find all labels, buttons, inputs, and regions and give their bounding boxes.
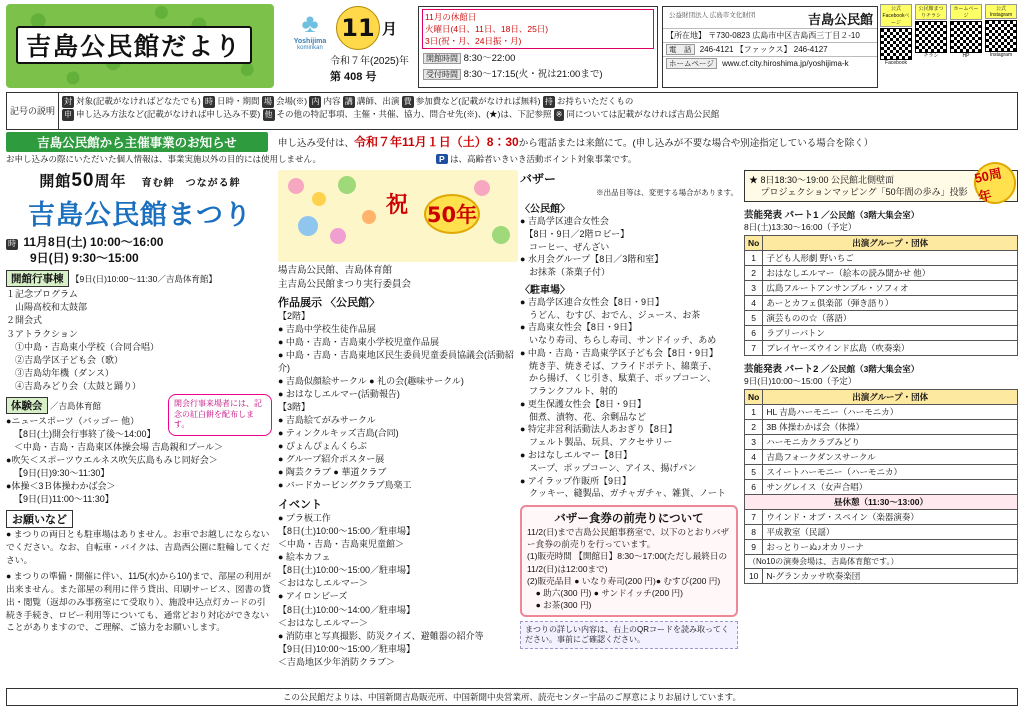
qr-code-icon[interactable] [880,28,912,60]
stage-part1-time: 8日(土)13:30～16:00（予定） [744,222,857,233]
cell-no: 2 [745,266,763,281]
table-row [745,540,1018,555]
table-row [745,420,1018,435]
flower-icon [298,216,318,236]
notice-line-1 [278,133,873,150]
anniversary-slogan: 育む絆 つながる絆 [141,178,241,189]
ticket-presale-line: (1)販売時間 【開館日】8:30～17:00(ただし最終日の11/2(日)は12:00まで) [527,551,728,574]
cell-group: プレイヤーズウインド広島（吹奏楽） [763,341,1018,356]
cell-group: ラブリーバトン [763,326,1018,341]
event-time: 【8日(土)10:00～15:00／駐車場】 [278,526,416,537]
left-column [6,170,274,634]
cell-no: 1 [745,251,763,266]
legend-mark: 時 [205,97,214,106]
address-value: 〒730-0823 広島市中区吉島西三丁目２-10 [708,31,860,40]
legend-text: 申し込み方法など(記載がなければ申し込み不要) [76,109,261,119]
middle-column [278,170,518,669]
opening-program-sub: 【9日(日)10:00～11:30／吉島体育館】 [71,274,217,285]
month-suffix: 月 [382,21,398,38]
exhibition-floor2 [278,310,518,401]
qr-pill-label: ホームページ [950,4,982,20]
legend-text: 同については記載がなければ吉島公民館 [566,109,720,119]
event-time: 【8日(土)10:00～15:00／駐車場】 [278,565,416,576]
cell-no: 1 [745,405,763,420]
list-item: ● グループ紹介ポスター展 [278,454,385,465]
event-sub: ＜吉島地区少年消防クラブ＞ [278,656,396,667]
list-item: ● 吉島絵てがみサークル [278,414,376,425]
footer-note: この公民館だよりは、中国新聞吉島販売所、中国新聞中央営業所、読売センター宇品のご厚意によりお届けしています。 [6,688,1018,706]
table-row-note [745,555,1018,569]
notice-line1-pre: 申し込み受付は、 [278,138,355,149]
cell-no: 6 [745,326,763,341]
list-item: ● アイラップ作販所【9日】 [520,475,631,486]
cell-no: 4 [745,450,763,465]
qr-code-group [880,4,1020,90]
legend-text: 日時・期間 [217,96,260,106]
list-item: 【9日(日)11:00～11:30】 [14,494,114,505]
requests-heading: お願いなど [6,510,73,528]
anniversary-seal: 50周年 [970,158,1020,208]
cell-group: スイートハーモニー（ハーモニカ） [763,465,1018,480]
stage-part1-title: 芸能発表 パート1 [744,210,819,222]
event-time: 【8日(土)10:00～14:00／駐車場】 [278,604,416,615]
flower-icon [330,228,346,244]
legend-mark: 場 [263,97,272,106]
cell-no: 2 [745,420,763,435]
notice-line-2: お申し込みの際にいただいた個人情報は、事業実施以外の目的には使用しません。 [6,154,322,164]
legend-title: 記号の説明 [7,93,59,129]
table-row-break [745,495,1018,510]
flower-icon [362,210,376,224]
legend-mark: 内 [311,97,320,106]
list-item: ● 吉島似顔絵サークル ● 礼の会(趣味サークル) [278,375,464,386]
exhibition-heading: 作品展示 〈公民館〉 [278,296,381,309]
stage-part2-table [744,389,1018,584]
cell-group: おはなしエルマー（絵本の読み聞かせ 他） [763,266,1018,281]
month-badge: 11 [336,6,380,50]
ticket-presale-title: バザー食券の前売りについて [554,513,704,526]
table-row [745,296,1018,311]
anniversary-post: 周年 [94,173,127,190]
legend-mark: ※ [555,110,563,119]
table-row [745,266,1018,281]
list-item: ● 中島・吉島・吉島東学区子ども会【8日・9日】 [520,347,718,358]
legend-mark: 持 [544,97,553,106]
closed-days-title: 11月の休館日 [425,12,477,22]
list-item: ②吉島学区子ども会（歌） [6,354,124,365]
legend-text: その他の特記事項、主催・共催、協力、問合せ先(※)、(★)は、下記参照 [276,109,552,119]
flower-icon [492,226,510,244]
cell-no: 7 [745,341,763,356]
notice-line3-text: は、高齢者いきいき活動ポイント対象事業です。 [450,154,637,164]
event-name: ● プラ板工作 [278,513,331,524]
list-item: うどん、むすび、おでん、ジュース、お茶 [520,309,701,320]
cell-group: ウインド・オブ・スペイン（楽器演奏） [763,510,1018,525]
projection-line-1: ★ 8日18:30～19:00 公民館北側壁面 [749,175,895,185]
legend-text: 講師、出演 [356,96,400,106]
table-header-row [745,236,1018,251]
qr-caption: HP [962,53,970,59]
column-header-no: No [745,236,763,251]
event-name: ● 消防車と写真撮影、防災クイズ、避難器の紹介等 [278,630,484,641]
fax-value: 246-4127 [793,45,828,54]
cell-group: 平成教室（民謡） [763,525,1018,540]
cell-note: （No10の演奏会場は、吉島体育館です。） [745,555,1018,569]
list-item: １記念プログラム [6,289,78,300]
list-item: コーヒー、ぜんざい [520,241,610,252]
cell-no: 3 [745,435,763,450]
ticket-presale-line: ● 助六(300 円) ● サンドイッチ(200 円) [527,588,683,599]
table-row [745,311,1018,326]
list-item: ● 吉島学区連合女性会 [520,216,609,226]
opening-program-list [6,288,274,392]
table-header-row [745,390,1018,405]
legend-text: 内容 [323,96,341,106]
event-item [278,590,518,629]
kominkan-logo [280,10,340,51]
ticket-presale-line: ● お茶(300 円) [527,600,592,611]
floor-label: 【3階】 [278,401,311,412]
fifty-year-badge: 50年 [424,194,480,234]
cell-group: おっとりーぬ♪オカリーナ [763,540,1018,555]
bazaar-column [520,170,738,649]
cell-no: 4 [745,296,763,311]
qr-code-icon[interactable] [915,21,947,53]
header [0,0,1024,92]
table-row [745,405,1018,420]
event-sub: ＜中島・吉島・吉島東児童館＞ [278,539,405,550]
open-hours-value: 8:30～22:00 [463,53,516,64]
projection-line-2: プロジェクションマッピング「50年間の歩み」投影 [749,187,968,198]
cell-break: 昼休憩（11:30～13:00） [745,495,1018,510]
request-item: ● まつりの両日とも駐車場はありません。お車でお越しにならないでください。なお、自転車・バイクは、吉島西公園に駐輪してください。 [6,529,270,565]
event-item [278,551,518,590]
experience-heading: 体験会 [6,397,48,414]
issue-date: 令和７年(2025)年 [330,56,409,67]
qr-pill-label: 公民館まつりチラシ [915,4,947,20]
organizer-line: 主吉島公民館まつり実行委員会 [278,278,412,290]
legend-row-2 [62,108,1014,121]
bazaar-note: ※出品目等は、変更する場合があります。 [596,188,738,197]
legend-mark: 対 [64,97,72,106]
venue-line: 場吉島公民館、吉島体育館 [278,265,393,276]
ticket-presale-box [520,505,738,616]
qr-code-icon[interactable] [950,21,982,53]
reception-hours-row [419,65,657,81]
list-item: から揚げ、くじ引き、駄菓子、ポップコーン、 [520,373,716,384]
list-item: ●体操＜3Ｂ体操わかば会＞ [6,480,116,491]
stage-part1-place: ／公民館（3階大集会室） [821,210,920,221]
legend-body [59,93,1017,129]
list-item: 【9日(日)9:30～11:30】 [14,467,110,478]
bazaar-heading: バザー [520,172,557,186]
phone-value: 246-4121 [699,45,734,54]
cell-group: 吉島フォークダンスサークル [763,450,1018,465]
cell-group: N-グランカッサ吹奏楽団 [763,569,1018,584]
stage-part2-place: ／公民館（3階大集会室） [821,364,920,375]
qr-item[interactable] [915,4,947,90]
list-item: ● 特定非営利活動法人あおぎり【8日】 [520,424,677,435]
exhibition-floor3 [278,401,518,492]
list-item: ③吉島幼年機（ダンス） [6,367,114,378]
list-item: ● ティンクルキッズ吉島(合同) [278,427,399,438]
cell-group: 演芸ものの☆（落語） [763,311,1018,326]
venue-block [278,264,518,292]
table-row [745,341,1018,356]
cell-group: あーとカフェ俱楽部（弾き語り） [763,296,1018,311]
list-item: ● 更生保護女性会【8日・9日】 [520,398,646,409]
list-item: ● おはなしエルマー【8日】 [520,450,632,461]
event-name: ● 絵本カフェ [278,552,331,563]
list-item: クッキー、縫製品、ガチャガチャ、雑貨、ノート [520,488,726,499]
phone-label: 電 話 [666,44,695,55]
open-hours-row [419,49,657,65]
qr-instruction-note: まつりの詳しい内容は、右上のQRコードを読み取ってください。事前にご確認ください。 [520,621,738,650]
event-name: ● アイロンビーズ [278,591,348,602]
url-line [663,56,877,70]
list-item: フェルト製品、玩具、アクセサリー [520,437,673,448]
qr-item[interactable] [880,4,912,90]
list-item: ● 水月会グループ【8日／3階和室】 [520,254,664,265]
table-row [745,450,1018,465]
cell-group: サングレイス（女声合唱） [763,480,1018,495]
callout-bubble: 開会行事来場者には、記念の紅白餅を配布します。 [168,394,272,435]
cell-no: 5 [745,311,763,326]
notice-band [6,132,1018,168]
open-hours-label: 開館時間 [423,53,461,64]
legend-mark: 費 [403,97,412,106]
bazaar-venue-1: 〈公民館〉 [520,204,570,215]
experience-sub: ／吉島体育館 [50,400,102,411]
cell-no: 7 [745,510,763,525]
cell-group: 3B 体操わかば会（体操） [763,420,1018,435]
list-item: ● 吉島中学校生徒作品展 [278,323,376,334]
anniversary-number: 50 [71,170,95,191]
legend-mark: 申 [64,110,72,119]
list-item: スープ、ポップコーン、アイス、揚げパン [520,462,697,473]
qr-code-icon[interactable] [985,20,1017,52]
url-value[interactable]: www.cf.city.hiroshima.jp/yoshijima-k [722,59,849,68]
qr-pill-label: 公式Instagram [985,4,1017,19]
reception-hours-value: 8:30～17:15(火・祝は21:00まで) [463,69,603,80]
opening-program-heading: 開館行事棟 [6,270,69,287]
table-row [745,465,1018,480]
stage-part1-table [744,235,1018,356]
festival-date-2: 9日(日) 9:30～15:00 [6,251,139,266]
organization-subtitle: 公益財団法人 広島市文化財団 [669,12,756,19]
bazaar-venue-2: 〈駐車場〉 [520,284,570,296]
notice-line-3 [436,153,636,165]
event-item [278,512,518,551]
list-item: ● 陶芸クラブ ● 華道クラブ [278,467,387,478]
flower-icon [338,176,356,194]
legend-mark: 他 [264,110,273,119]
right-column [744,165,1018,584]
list-item: 【8日(土)開会行事終了後～14:00】 [14,428,156,439]
closed-days-1: 火曜日(4日、11日、18日、25日) [425,24,549,34]
event-sub: ＜おはなしエルマー＞ [278,578,369,589]
cell-group: 子ども人形劇 野いちご [763,251,1018,266]
fax-label: 【ファックス】 [735,45,792,54]
point-badge: P [436,154,448,164]
event-sub: ＜おはなしエルマー＞ [278,617,369,628]
qr-caption: チラシ [923,53,939,59]
flower-icon [474,180,490,196]
reception-hours-label: 受付時間 [423,69,461,80]
url-label: ホームページ [666,58,717,69]
festival-illustration [278,170,518,262]
address-label: 【所在地】 [666,31,706,40]
opening-hours-box [418,6,658,88]
qr-item[interactable] [985,4,1017,90]
cell-no: 6 [745,480,763,495]
list-item: ● 中島・吉島・吉島東小学校児童作品展 [278,336,439,347]
list-item: いなり寿司、ちらし寿司、サンドイッチ、あめ [520,335,717,346]
list-item: ● 吉島東女性会【8日・9日】 [520,322,637,333]
bazaar-list-1 [520,215,738,279]
closed-days-2: 3日(祝・月、24日振・月) [425,36,522,46]
legend-box [6,92,1018,130]
anniversary-heading [6,170,274,192]
legend-text: 会場(※) [275,96,308,106]
qr-caption: Instagram [989,52,1013,58]
request-item: ● まつりの準備・開催に伴い、11/5(水)から10/)まで、部屋の利用が出来ません。また部屋の利用に伴う貸出、印刷サービス、図書の貸出・閲覧（返却のみ事務室にて受取り）、施設申込点灯カードの引続き手続き、ロビー利用等についても、通常どおり対応ができないことがありますので、ご理解、ご協力をお願いします。 [6,571,271,633]
list-item: ● 中島・吉島・吉島東地区民生委員児童委員協議会(活動紹介) [278,349,514,373]
column-header-group: 出演グループ・団体 [763,390,1018,405]
column-header-group: 出演グループ・団体 [763,236,1018,251]
list-item: ＜中島・吉島・吉島東区体操会場 吉島親和プール＞ [14,441,224,452]
publication-title: 吉島公民館だより [16,26,252,64]
table-row [745,510,1018,525]
list-item: ３アトラクション [6,328,78,339]
list-item: お抹茶（茶菓子付） [520,267,611,278]
table-row [745,251,1018,266]
list-item: 山陽高校和太鼓部 [6,302,88,313]
cell-no: 9 [745,540,763,555]
legend-text: お持ちいただくもの [556,96,634,106]
festival-date-row [6,234,274,250]
list-item: ●吹矢＜スポーツウエルネス吹矢広島もみじ同好会＞ [6,454,218,465]
stage-part2-heading [744,361,1018,375]
clover-icon: ♣ [301,8,319,38]
requests-list [6,528,274,634]
table-row [745,435,1018,450]
cell-group: ハーモニカクラブみどり [763,435,1018,450]
cell-group: HL 吉島ハーモニー（ハーモニカ） [763,405,1018,420]
celebration-character: 祝 [386,192,409,217]
list-item: フランクフルト、射的 [520,386,618,397]
cell-no: 10 [745,569,763,584]
festival-dates [6,234,274,266]
list-item: ● ぴょんぴょんくらぶ [278,441,367,451]
table-row [745,569,1018,584]
closed-days-block [422,9,654,49]
organization-name: 吉島公民館 [807,12,873,27]
cell-no: 5 [745,465,763,480]
event-item [278,630,518,669]
qr-item[interactable] [950,4,982,90]
stage-part1-heading [744,207,1018,221]
list-item: ①中島・吉島東小学校（合同合唱） [6,341,160,352]
legend-row-1 [62,95,1014,108]
legend-text: 参加費など(記載がなければ無料) [415,96,541,106]
list-item: 佃煮、漬物、花、余剰品など [520,411,647,422]
column-header-no: No [745,390,763,405]
notice-line1-post: から電話または来館にて。(申し込みが不要な場合や別途指定している場合を除く） [518,138,874,149]
anniversary-pre: 開館 [39,173,72,190]
legend-mark: 講 [344,97,353,106]
address-line [663,28,877,42]
festival-date-1: 11月8日(土) 10:00～16:00 [23,235,164,249]
table-row [745,480,1018,495]
list-item: ２開会式 [6,315,43,326]
table-row [745,281,1018,296]
phone-line [663,42,877,56]
event-time: 【9日(日)10:00～15:00／駐車場】 [278,643,416,654]
festival-title: 吉島公民館まつり [28,200,252,231]
logo-name-sub: kominkan [297,45,323,51]
ticket-presale-line: 11/2(日)まで吉島公民館事務室で、以下のとおりバザー食券の前売りを行っています。 [527,527,730,550]
list-item: 【8日・9日／2階ロビー】 [520,228,630,239]
flower-icon [312,192,326,206]
qr-pill-label: 公式Facebookページ [880,4,912,27]
legend-text: 対象(記載がなければどなたでも) [76,96,201,106]
cell-no: 8 [745,525,763,540]
list-item: ● 吉島学区連合女性会【8日・9日】 [520,296,664,307]
list-item: 焼き芋、焼きそば、フライドポテト、綿菓子、 [520,360,717,371]
list-item: ●ニュースポーツ（バッゴー 他） [6,415,140,426]
notice-title: 吉島公民館から主催事業のお知らせ [6,132,268,152]
events-heading: イベント [278,499,322,512]
qr-caption: Facebook [885,60,907,66]
cell-group: 広島フルートアンサンブル・ソフィオ [763,281,1018,296]
flower-icon [288,178,304,194]
floor-label: 【2階】 [278,310,311,321]
notice-line1-strong: 令和７年11月１日（土）8：30 [354,135,519,149]
list-item: ● おはなしエルマー(活動報告) [278,388,400,399]
stage-part2-title: 芸能発表 パート2 [744,364,819,376]
issue-number: 第 408 号 [330,71,377,83]
bazaar-list-2 [520,296,738,500]
list-item: ● バードカービングクラブ鳥楽工 [278,480,412,491]
date-mark-icon: 時 [8,239,16,248]
logo-name: Yoshijima [293,38,327,45]
festival-date-row [6,250,274,266]
list-item: ④吉島みどり会（太鼓と踊り） [6,380,142,391]
cell-no: 3 [745,281,763,296]
contact-box [662,6,878,88]
events-list [278,512,518,669]
table-row [745,525,1018,540]
ticket-presale-line: (2)販売品目 ● いなり寿司(200 円)● むすび(200 円) [527,575,721,586]
stage-part2-time: 9日(日)10:00～15:00（予定） [744,376,857,387]
table-row [745,326,1018,341]
